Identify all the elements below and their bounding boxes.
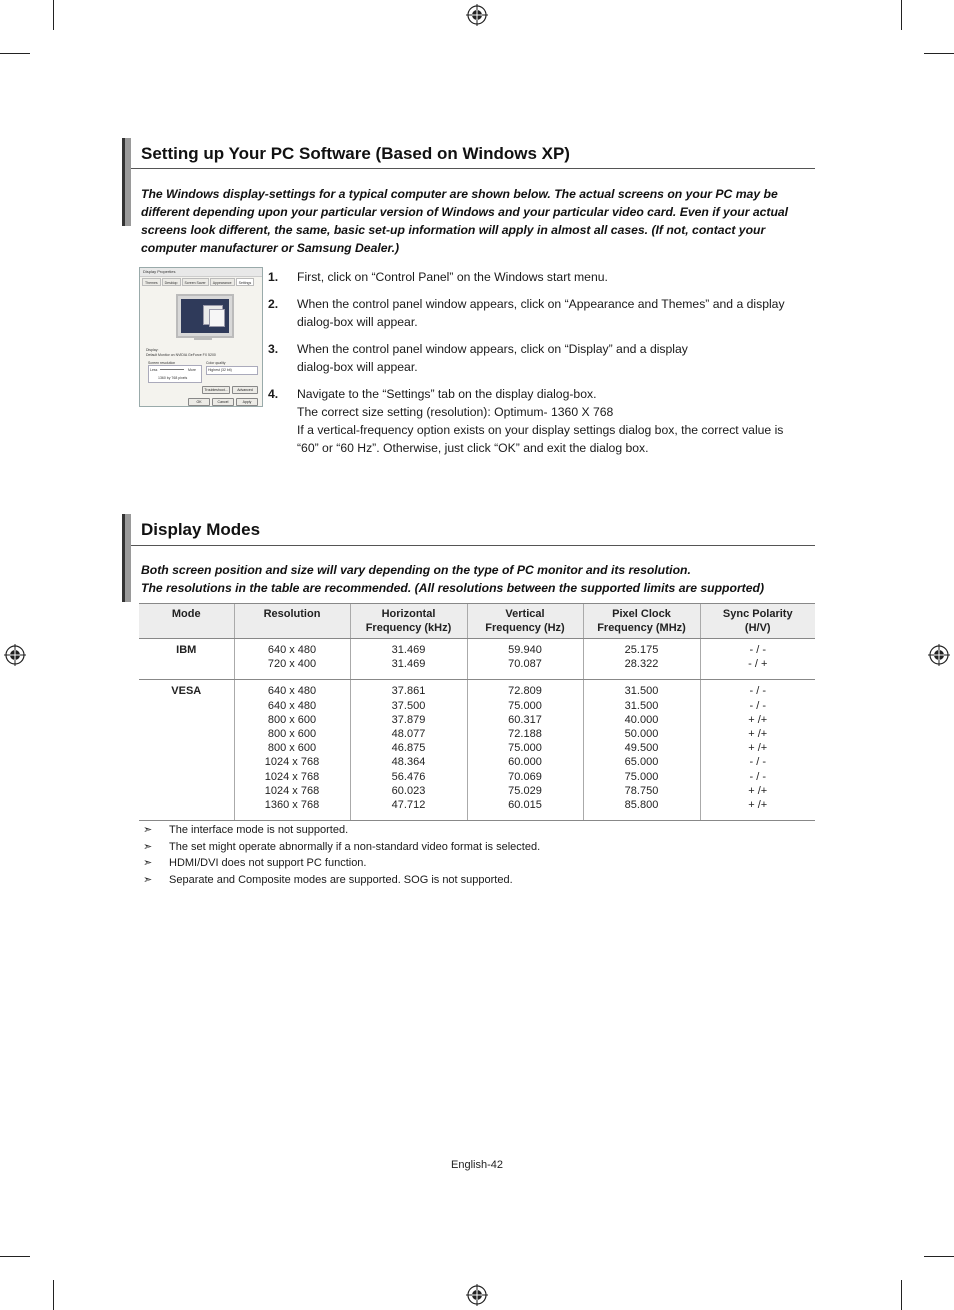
cell-value: 60.317 (508, 713, 542, 726)
display-properties-screenshot (139, 267, 263, 407)
cell-value: + /+ (748, 728, 768, 741)
column-header: Sync Polarity (H/V) (700, 604, 815, 639)
cell-value: 46.875 (391, 742, 426, 755)
intro-line: computer manufacturer or Samsung Dealer.) (141, 241, 400, 255)
step-line: If a vertical-frequency option exists on your display settings dialog box, the correct value is (297, 423, 784, 437)
arrow-icon: ➣ (143, 824, 153, 836)
intro-line: The resolutions in the table are recommended. (All resolutions between the supported limits are supported) (141, 581, 765, 595)
cell-value: 1024 x 768 (264, 784, 320, 797)
cell-value: 720 x 400 (267, 658, 317, 671)
section-intro (141, 561, 813, 597)
resolution-value: 1360 by 768 pixels (158, 376, 188, 380)
table-cell-horizontal (350, 680, 467, 821)
cell-value: 60.015 (508, 799, 542, 812)
note-text: The interface mode is not supported. (169, 824, 349, 836)
dialog-tab-settings: Settings (236, 278, 255, 286)
cell-value: + /+ (748, 799, 768, 812)
step-line: First, click on “Control Panel” on the Windows start menu. (297, 270, 608, 284)
crop-mark (53, 0, 54, 30)
table-cell-horizontal (350, 639, 467, 680)
display-label: Display: (146, 348, 159, 352)
display-modes-table (139, 603, 815, 821)
color-label: Color quality (206, 361, 226, 365)
less-label: Less (150, 368, 158, 372)
dialog-tab: Themes (142, 278, 161, 286)
column-header: Pixel Clock Frequency (MHz) (583, 604, 700, 639)
cell-value: 75.000 (508, 699, 542, 712)
cancel-button: Cancel (212, 398, 234, 406)
cell-value: - / - (749, 770, 766, 783)
table-cell-pixel-clock (583, 680, 700, 821)
cell-value: - / - (749, 685, 766, 698)
cell-value: - / - (749, 756, 766, 769)
cell-value: 70.087 (508, 658, 542, 671)
step-number: 3. (268, 342, 279, 356)
cell-value: 640 x 480 (267, 699, 317, 712)
dialog-tabs (142, 278, 260, 286)
table-cell-pixel-clock (583, 639, 700, 680)
cell-value: 800 x 600 (267, 728, 317, 741)
crop-mark (53, 1280, 54, 1310)
cell-value: 31.500 (624, 685, 659, 698)
cell-value: + /+ (748, 742, 768, 755)
note-text: HDMI/DVI does not support PC function. (169, 857, 367, 869)
section-marker (122, 514, 131, 602)
heading-rule (131, 545, 815, 546)
cell-value: 85.800 (624, 799, 659, 812)
note-text: Separate and Composite modes are supported. SOG is not supported. (169, 873, 513, 886)
monitor-stand (194, 336, 212, 340)
column-header: Horizontal Frequency (kHz) (350, 604, 467, 639)
registration-mark-icon (466, 4, 488, 26)
cell-value: 60.023 (391, 784, 426, 797)
cell-value: 31.469 (391, 644, 426, 656)
table-row (139, 639, 815, 680)
section-intro (141, 185, 813, 257)
step-text (297, 295, 817, 331)
cell-value: 1360 x 768 (264, 799, 320, 812)
cell-value: - / - (749, 699, 766, 712)
cell-value: 1024 x 768 (264, 770, 320, 783)
step-line: dialog-box will appear. (297, 360, 418, 374)
arrow-icon: ➣ (143, 840, 153, 853)
table-cell-vertical (467, 639, 583, 680)
resolution-label: Screen resolution (148, 361, 176, 365)
dialog-tab: Screen Saver (182, 278, 209, 286)
cell-value: 1024 x 768 (264, 756, 320, 769)
table-cell-mode: IBM (139, 639, 234, 680)
crop-mark (924, 1256, 954, 1257)
display-value: Default Monitor on NVIDIA GeForce FX 5200 (146, 353, 216, 357)
cell-value: 50.000 (624, 728, 659, 741)
step-line: When the control panel window appears, click on “Appearance and Themes” and a display (297, 297, 785, 311)
section-heading: Display Modes (141, 520, 261, 539)
cell-value: - / - (749, 644, 766, 656)
step-text (297, 340, 817, 376)
note-item (143, 855, 803, 872)
table-cell-vertical (467, 680, 583, 821)
registration-mark-icon (466, 1284, 488, 1306)
cell-value: 800 x 600 (267, 742, 317, 755)
cell-value: 47.712 (391, 799, 426, 812)
cell-value: 75.000 (508, 742, 542, 755)
cell-value: 70.069 (508, 770, 542, 783)
cell-value: 40.000 (624, 713, 659, 726)
table-cell-resolution (234, 680, 350, 821)
step-number: 4. (268, 387, 279, 401)
apply-button: Apply (236, 398, 258, 406)
column-header: Vertical Frequency (Hz) (467, 604, 583, 639)
crop-mark (924, 53, 954, 54)
section-heading: Setting up Your PC Software (Based on Windows XP) (141, 144, 570, 163)
cell-value: 48.077 (391, 728, 426, 741)
crop-mark (901, 1280, 902, 1310)
note-item (143, 839, 803, 856)
step-text (297, 268, 817, 286)
cell-value: - / + (748, 658, 768, 671)
cell-value: 37.879 (391, 713, 426, 726)
section-marker (122, 138, 131, 226)
step-number: 2. (268, 297, 279, 311)
page-number: English-42 (451, 1159, 503, 1171)
dialog-tab: Appearance (210, 278, 235, 286)
cell-value: 37.500 (391, 699, 426, 712)
step-line: Navigate to the “Settings” tab on the display dialog-box. (297, 387, 597, 401)
cell-value: 60.000 (508, 756, 542, 769)
step-line: “60” or “60 Hz”. Otherwise, just click “OK” and exit the dialog box. (297, 441, 649, 455)
cell-value: 37.861 (391, 685, 426, 698)
cell-value: 78.750 (624, 784, 659, 797)
step-line: When the control panel window appears, click on “Display” and a display (297, 342, 688, 356)
note-item (143, 822, 803, 839)
table-header-row (139, 604, 815, 639)
heading-rule (131, 168, 815, 169)
monitor-icon (176, 294, 234, 338)
note-item (143, 872, 803, 889)
arrow-icon: ➣ (143, 873, 153, 886)
table-cell-sync (700, 680, 815, 821)
crop-mark (0, 1256, 30, 1257)
arrow-icon: ➣ (143, 857, 153, 869)
advanced-button: Advanced (232, 386, 258, 394)
cell-value: 31.469 (391, 658, 426, 671)
cell-value: 640 x 480 (267, 644, 317, 656)
cell-value: 72.188 (508, 728, 542, 741)
more-label: More (188, 368, 196, 372)
cell-value: 49.500 (624, 742, 659, 755)
step-line: dialog-box will appear. (297, 315, 418, 329)
cell-value: 800 x 600 (267, 713, 317, 726)
intro-line: screens look different, the same, basic set-up information will apply in almost all cases. (If not, contact your (141, 223, 766, 237)
crop-mark (0, 53, 30, 54)
cell-value: 59.940 (508, 644, 542, 656)
intro-line: different depending upon your particular version of Windows and your particular video card. Even if your actual (141, 205, 789, 219)
cell-value: + /+ (748, 713, 768, 726)
cell-value: 72.809 (508, 685, 542, 698)
cell-value: + /+ (748, 784, 768, 797)
cell-value: 31.500 (624, 699, 659, 712)
step-number: 1. (268, 270, 279, 284)
note-text: The set might operate abnormally if a non-standard video format is selected. (169, 840, 541, 853)
column-header: Mode (139, 604, 234, 639)
table-cell-mode: VESA (139, 680, 234, 821)
cell-value: 75.000 (624, 770, 659, 783)
troubleshoot-button: Troubleshoot... (202, 386, 230, 394)
table-cell-resolution (234, 639, 350, 680)
color-value: Highest (32 bit) (208, 368, 232, 372)
dialog-title: Display Properties (140, 268, 262, 277)
registration-mark-icon (4, 644, 26, 666)
cell-value: 48.364 (391, 756, 426, 769)
cell-value: 28.322 (624, 658, 659, 671)
dialog-tab: Desktop (162, 278, 181, 286)
registration-mark-icon (928, 644, 950, 666)
notes-list (143, 822, 803, 888)
resolution-slider (160, 369, 184, 370)
intro-line: Both screen position and size will vary depending on the type of PC monitor and its resolution. (141, 563, 691, 577)
table-cell-sync (700, 639, 815, 680)
crop-mark (901, 0, 902, 30)
ok-button: OK (188, 398, 210, 406)
column-header: Resolution (234, 604, 350, 639)
cell-value: 75.029 (508, 784, 542, 797)
intro-line: The Windows display-settings for a typical computer are shown below. The actual screens on your PC may be (141, 187, 778, 201)
color-select (206, 366, 258, 375)
cell-value: 25.175 (624, 644, 659, 656)
cell-value: 640 x 480 (267, 685, 317, 698)
cell-value: 56.476 (391, 770, 426, 783)
step-text (297, 385, 817, 457)
step-line: The correct size setting (resolution): Optimum- 1360 X 768 (297, 405, 614, 419)
cell-value: 65.000 (624, 756, 659, 769)
table-row (139, 680, 815, 821)
